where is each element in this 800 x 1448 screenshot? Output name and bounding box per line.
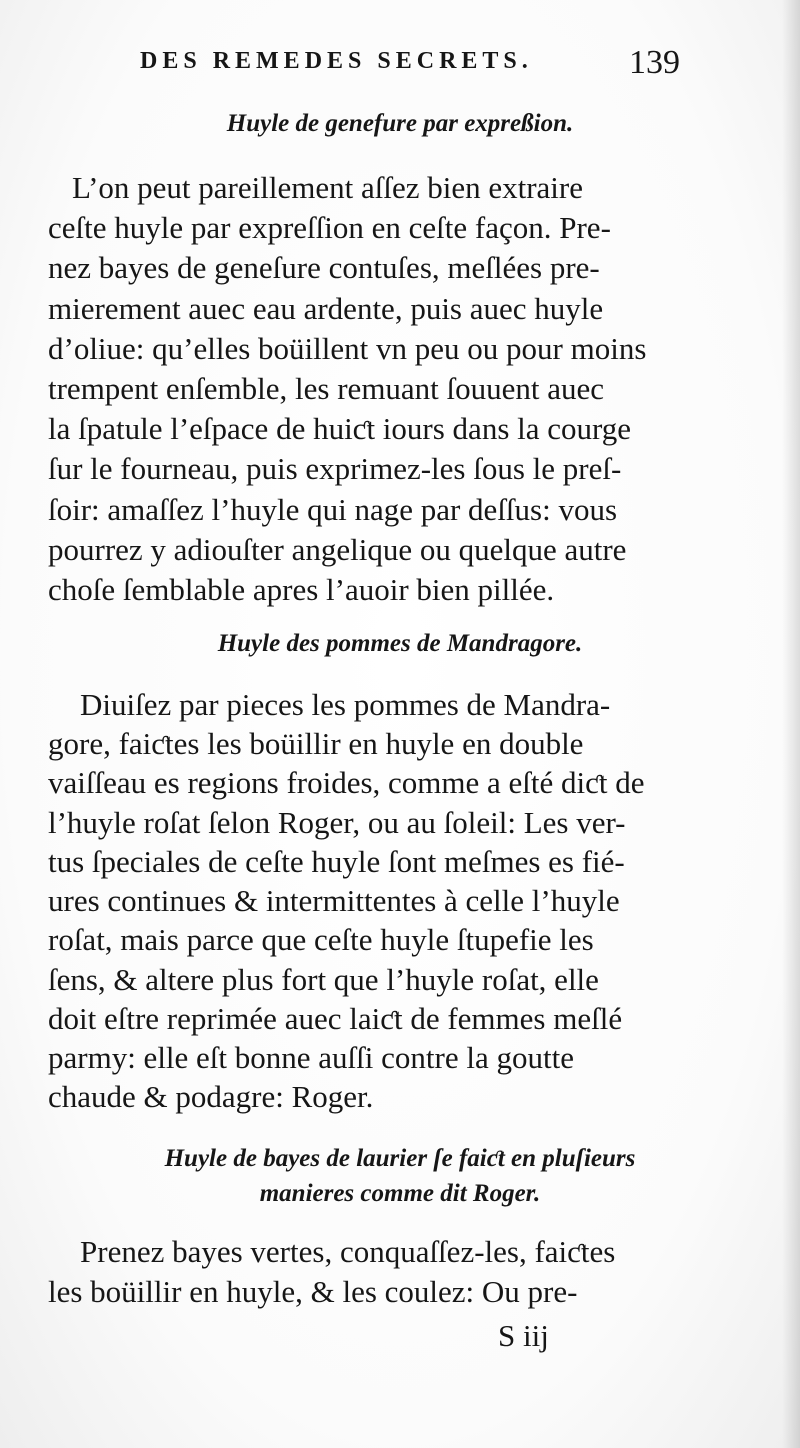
page-edge-shadow [782, 0, 800, 1448]
page-number: 139 [629, 44, 680, 81]
section-title: Huyle de genefure par expreßion. [226, 110, 574, 137]
signature-mark: S iij [498, 1318, 549, 1353]
text-line: les boüillir en huyle, & les coulez: Ou pre- [48, 1274, 578, 1309]
section-title-continued: manieres comme dit Roger. [259, 1180, 541, 1207]
text-line: ceſte huyle par expreſſion en ceſte façon. Pre- [48, 210, 611, 245]
text-line: chaude & podagre: Roger. [48, 1079, 374, 1114]
text-line: la ſpatule l’eſpace de huiƈt iours dans la courge [48, 411, 632, 446]
text-line: choſe ſemblable apres l’auoir bien pillée. [48, 572, 555, 607]
text-line: mierement auec eau ardente, puis auec huyle [48, 291, 604, 326]
text-line: roſat, mais parce que ceſte huyle ſtupefie les [48, 922, 594, 957]
text-line: Diuiſez par pieces les pommes de Mandra- [80, 687, 611, 722]
text-line: tus ſpeciales de ceſte huyle ſont meſmes es fié- [48, 844, 625, 879]
text-line: nez bayes de geneſure contuſes, meſlées pre- [48, 250, 600, 285]
text-line: ſens, & altere plus fort que l’huyle roſat, elle [48, 962, 599, 997]
text-line: vaiſſeau es regions froides, comme a eſté diƈt de [48, 765, 645, 800]
section-title: Huyle de bayes de laurier ſe faiƈt en pluſieurs [164, 1145, 636, 1172]
text-line: d’oliue: qu’elles boüillent vn peu ou pour moins [48, 331, 647, 366]
text-line: gore, faiƈtes les boüillir en huyle en double [48, 726, 584, 761]
text-line: Prenez bayes vertes, conquaſſez-les, faiƈtes [80, 1234, 616, 1269]
text-line: l’huyle roſat ſelon Roger, ou au ſoleil: Les ver- [48, 805, 626, 840]
text-line: parmy: elle eſt bonne auſſi contre la goutte [48, 1040, 574, 1075]
section-title: Huyle des pommes de Mandragore. [217, 630, 583, 657]
text-line: pourrez y adiouſter angelique ou quelque autre [48, 532, 627, 567]
text-line: ſur le fourneau, puis exprimez-les ſous le preſ- [48, 451, 622, 486]
text-line: doit eſtre reprimée auec laiƈt de femmes meſlé [48, 1001, 623, 1036]
text-line: ures continues & intermittentes à celle l’huyle [48, 883, 620, 918]
running-head: DES REMEDES SECRETS. [140, 48, 533, 74]
text-line: trempent enſemble, les remuant ſouuent auec [48, 371, 605, 406]
page-header [140, 44, 680, 84]
text-line: L’on peut pareillement aſſez bien extraire [72, 170, 583, 205]
text-line: ſoir: amaſſez l’huyle qui nage par deſſus: vous [48, 492, 618, 527]
